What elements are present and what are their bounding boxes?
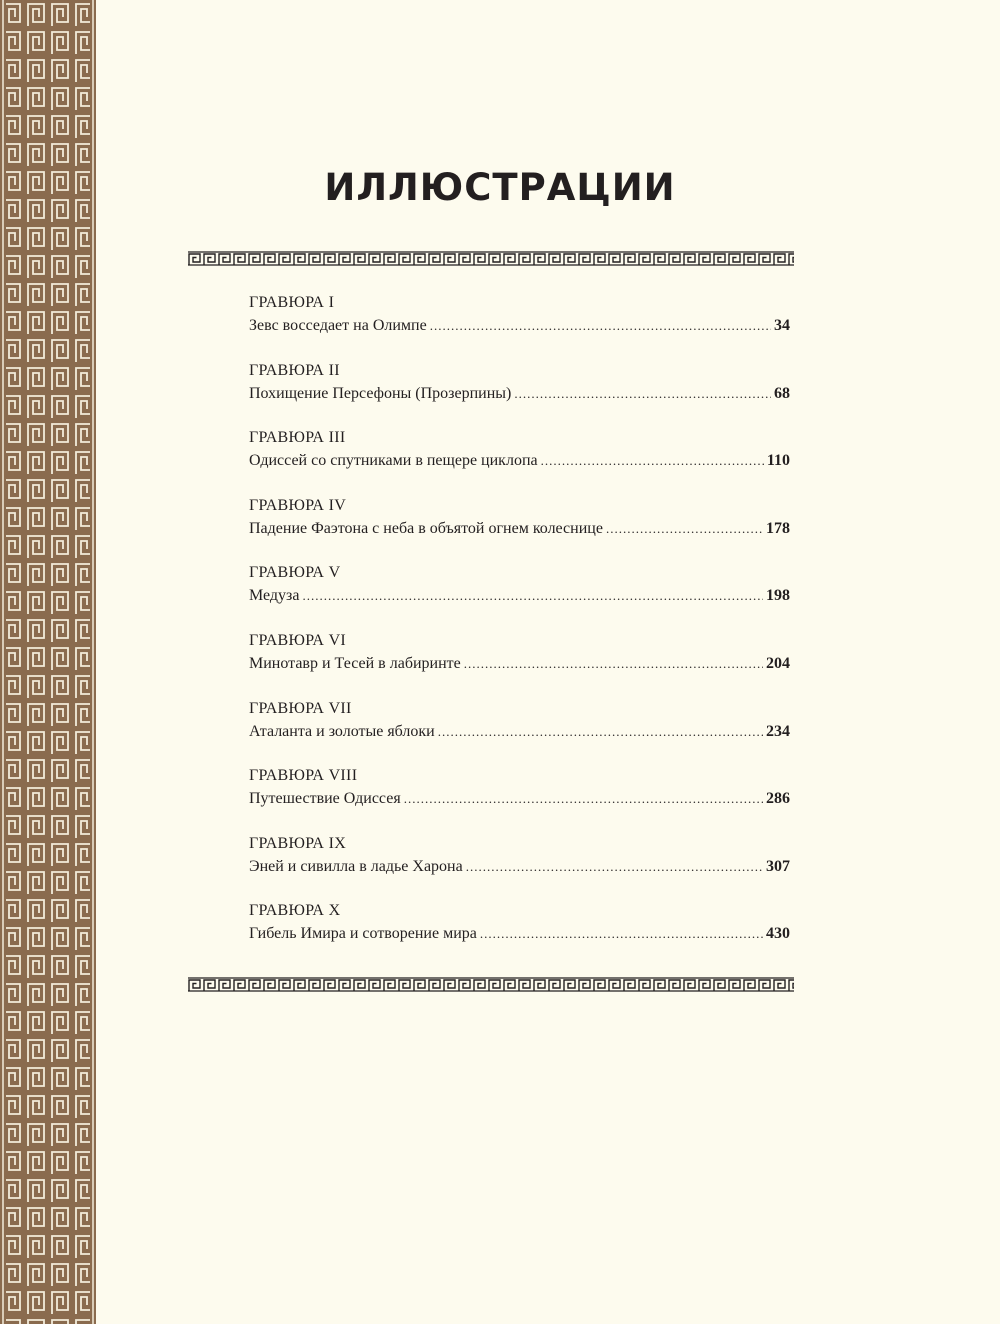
side-border [0,0,96,1324]
page-title: ИЛЛЮСТРАЦИИ [324,166,676,209]
page-number: 178 [766,519,790,537]
plate-label: ГРАВЮРА IV [249,496,347,514]
toc-entry[interactable] [249,292,790,360]
dot-leader [302,585,763,607]
dot-leader [541,450,764,472]
dot-leader [606,518,763,540]
page-number: 307 [766,857,790,875]
entry-line [249,788,790,810]
entry-title: Одиссей со спутниками в пещере циклопа [249,452,538,470]
page-number: 430 [766,925,790,943]
plate-label: ГРАВЮРА II [249,361,340,379]
entry-title: Аталанта и золотые яблоки [249,722,435,740]
meander-icon [188,977,794,992]
entry-title: Медуза [249,587,300,605]
entry-title: Путешествие Одиссея [249,790,401,808]
entry-title: Минотавр и Тесей в лабиринте [249,654,461,672]
entry-title: Эней и сивилла в ладье Харона [249,857,463,875]
page-number: 68 [774,384,790,402]
entry-title: Зевс восседает на Олимпе [249,317,427,334]
dot-leader [438,721,763,743]
dot-leader [464,653,763,675]
dot-leader [466,856,763,878]
meander-icon [188,251,794,266]
plate-label: ГРАВЮРА X [249,902,341,920]
toc-entry[interactable] [249,495,790,563]
toc-entry[interactable] [249,833,790,901]
page-number: 204 [766,654,790,672]
toc-entry[interactable] [249,427,790,495]
dot-leader [404,788,763,810]
entry-line [249,315,790,337]
plate-label: ГРАВЮРА VII [249,699,352,717]
plate-label: ГРАВЮРА VIII [249,767,358,785]
toc-entry[interactable] [249,360,790,428]
dot-leader [430,315,771,337]
page-number: 198 [766,587,790,605]
toc-entry[interactable] [249,630,790,698]
entry-line [249,585,790,607]
page-number: 110 [766,452,790,470]
toc-entry[interactable] [249,900,790,968]
plate-label: ГРАВЮРА V [249,564,341,582]
meander-rule-top [188,251,794,266]
page-number: 34 [774,317,790,334]
toc-entry[interactable] [249,698,790,766]
toc-entry[interactable] [249,562,790,630]
entry-line [249,518,790,540]
page-number: 286 [766,790,790,808]
entry-line [249,856,790,878]
plate-label: ГРАВЮРА I [249,294,335,311]
toc-entry[interactable] [249,765,790,833]
meander-rule-bottom [188,977,794,992]
entry-line [249,450,790,472]
greek-key-icon [0,0,96,1324]
entry-title: Похищение Персефоны (Прозерпины) [249,384,512,402]
plate-label: ГРАВЮРА IX [249,834,347,852]
dot-leader [514,383,771,405]
illustrations-list [249,292,790,968]
plate-label: ГРАВЮРА III [249,429,346,447]
entry-title: Падение Фаэтона с неба в объятой огнем колеснице [249,519,603,537]
entry-line [249,923,790,945]
entry-title: Гибель Имира и сотворение мира [249,925,477,943]
plate-label: ГРАВЮРА VI [249,631,347,649]
entry-line [249,721,790,743]
page-number: 234 [766,722,790,740]
dot-leader [480,923,763,945]
entry-line [249,653,790,675]
entry-line [249,383,790,405]
